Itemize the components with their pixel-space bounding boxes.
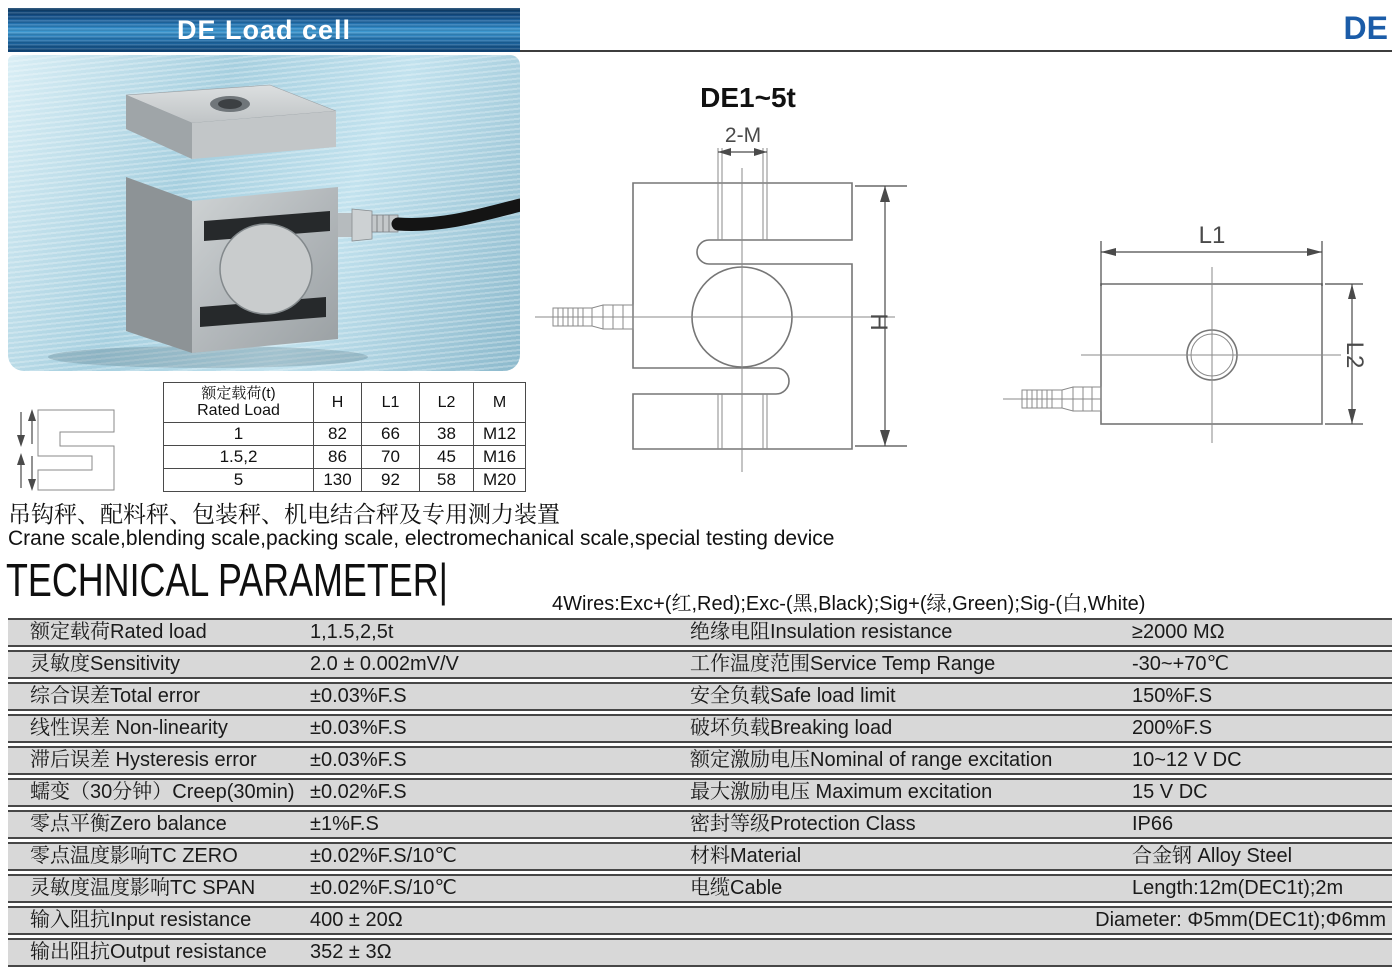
l1-dimension-label: L1 (1198, 222, 1226, 249)
param-value: Length:12m(DEC1t);2m (1132, 877, 1344, 899)
cell: 1.5,2 (164, 446, 314, 469)
cell: 5 (164, 469, 314, 492)
front-view-drawing (525, 120, 925, 490)
parameter-row (8, 650, 1392, 679)
param-label: 密封等级Protection Class (690, 813, 916, 835)
side-view-cable-gland (1003, 387, 1101, 411)
parameter-row (8, 906, 1392, 935)
cell: 86 (314, 446, 362, 469)
param-label: 绝缘电阻Insulation resistance (690, 621, 953, 643)
rated-load-header-cn: 额定载荷(t) (201, 385, 276, 402)
param-value: ±0.03%F.S (310, 717, 407, 739)
applications-en: Crane scale,blending scale,packing scale, electromechanical scale,special testing device (8, 527, 835, 550)
param-value: 200%F.S (1132, 717, 1213, 739)
param-label: 灵敏度温度影响TC SPAN (30, 877, 256, 899)
thread-dimension (718, 124, 767, 156)
applications-cn: 吊钩秤、配料秤、包装秤、机电结合秤及专用测力装置 (8, 501, 560, 527)
parameter-row (8, 778, 1392, 807)
dimension-table (163, 382, 526, 492)
parameter-row (8, 874, 1392, 903)
cell: 1 (164, 423, 314, 446)
parameter-table (8, 618, 1392, 970)
height-dimension (855, 186, 907, 446)
param-label: 零点平衡Zero balance (30, 813, 227, 835)
loadcell-cable (338, 205, 520, 241)
param-label: 线性误差 Non-linearity (30, 717, 228, 739)
parameter-row (8, 938, 1392, 967)
param-label: 最大激励电压 Maximum excitation (690, 781, 993, 803)
param-value: ±0.02%F.S/10℃ (310, 877, 457, 899)
dimension-table-row (164, 423, 526, 446)
m-header: M (474, 383, 526, 423)
cell: 45 (420, 446, 474, 469)
param-label: 输入阻抗Input resistance (30, 909, 252, 931)
model-label: DE1~5t (700, 82, 796, 113)
param-value: ±1%F.S (310, 813, 379, 835)
l2-dimension (1325, 284, 1368, 424)
param-value: 10~12 V DC (1132, 749, 1242, 771)
param-value: 150%F.S (1132, 685, 1213, 707)
param-label: 蠕变（30分钟）Creep(30min) (30, 781, 295, 803)
header-rule (520, 50, 1392, 52)
param-label: 零点温度影响TC ZERO (30, 845, 238, 867)
param-label: 材料Material (690, 845, 802, 867)
param-value: 1,1.5,2,5t (310, 621, 394, 643)
param-value: ±0.02%F.S (310, 781, 407, 803)
param-value: IP66 (1132, 813, 1174, 835)
cell: 66 (362, 423, 420, 446)
cell: 70 (362, 446, 420, 469)
side-view-centerlines (1081, 267, 1341, 443)
parameter-row (8, 810, 1392, 839)
height-dimension-label: H (865, 313, 892, 331)
wiring-note: 4Wires:Exc+(红,Red);Exc-(黑,Black);Sig+(绿,Green);Sig-(白,White) (552, 593, 1146, 615)
param-value: -30~+70℃ (1132, 653, 1229, 675)
cell: 58 (420, 469, 474, 492)
rated-load-header (164, 383, 314, 423)
param-label: 额定激励电压Nominal of range excitation (690, 749, 1053, 771)
product-code: DE (1343, 10, 1388, 46)
param-value: ±0.03%F.S (310, 685, 407, 707)
parameter-row (8, 682, 1392, 711)
l1-header: L1 (362, 383, 420, 423)
param-label: 灵敏度Sensitivity (30, 653, 181, 675)
param-label: 破坏负载Breaking load (690, 717, 893, 739)
param-value: Diameter: Φ5mm(DEC1t);Φ6mm (1095, 909, 1386, 931)
dimension-table-row (164, 469, 526, 492)
product-photo (8, 55, 520, 371)
l2-dimension-label: L2 (1341, 341, 1368, 369)
section-heading: TECHNICAL PARAMETER| (6, 554, 448, 606)
cell: 38 (420, 423, 474, 446)
parameter-row (8, 746, 1392, 775)
cell: 92 (362, 469, 420, 492)
param-label: 安全负载Safe load limit (690, 685, 896, 707)
param-value: 15 V DC (1132, 781, 1208, 803)
page-banner (8, 8, 520, 52)
h-header: H (314, 383, 362, 423)
cell: M20 (474, 469, 526, 492)
parameter-row (8, 842, 1392, 871)
param-label: 滞后误差 Hysteresis error (30, 749, 257, 771)
page-title: DE Load cell (176, 14, 352, 45)
parameter-row (8, 714, 1392, 743)
param-label: 综合误差Total error (30, 685, 201, 707)
param-label: 输出阻抗Output resistance (30, 941, 267, 963)
param-value: 400 ± 20Ω (310, 909, 403, 931)
param-value: 352 ± 3Ω (310, 941, 392, 963)
param-label: 额定载荷Rated load (30, 621, 207, 643)
param-value: 2.0 ± 0.002mV/V (310, 653, 459, 675)
dimension-table-row (164, 446, 526, 469)
cell: 130 (314, 469, 362, 492)
param-label: 工作温度范围Service Temp Range (690, 653, 996, 675)
parameter-row (8, 618, 1392, 647)
rated-load-header-en: Rated Load (197, 402, 280, 419)
thread-dimension-label: 2-M (724, 124, 762, 147)
s-shape-icon (8, 400, 138, 500)
param-value: ±0.03%F.S (310, 749, 407, 771)
front-view-centerlines (535, 168, 895, 472)
s-outline (38, 410, 114, 490)
l2-header: L2 (420, 383, 474, 423)
cell: 82 (314, 423, 362, 446)
load-direction-arrows (17, 409, 36, 491)
param-value: ±0.02%F.S/10℃ (310, 845, 457, 867)
dimension-table-header-row (164, 383, 526, 423)
side-view-drawing (995, 215, 1395, 460)
loadcell-s-body (126, 177, 338, 353)
cell: M16 (474, 446, 526, 469)
param-value: ≥2000 MΩ (1132, 621, 1225, 643)
loadcell-photo-graphic (8, 55, 520, 371)
param-value: 合金钢 Alloy Steel (1132, 845, 1293, 867)
cell: M12 (474, 423, 526, 446)
loadcell-top-plate (126, 85, 336, 159)
param-label: 电缆Cable (690, 877, 783, 899)
